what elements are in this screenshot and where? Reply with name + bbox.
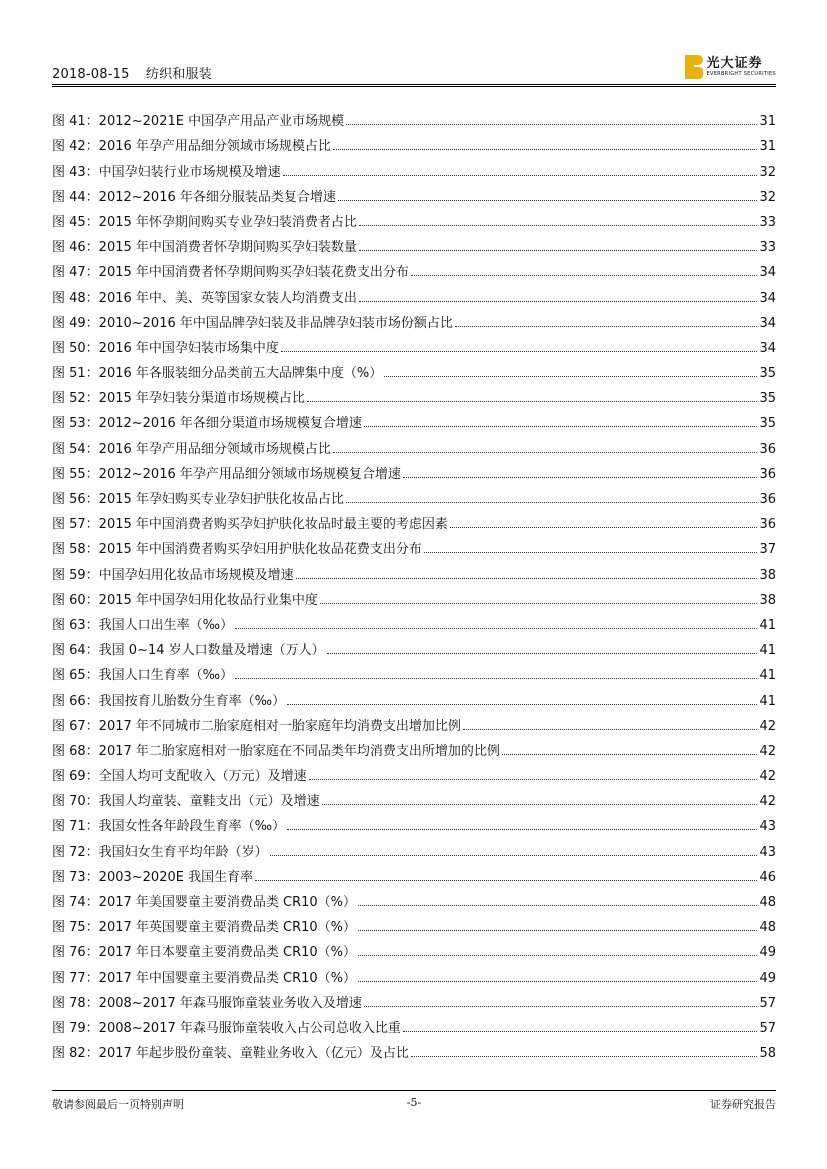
report-type: 证券研究报告	[710, 1098, 776, 1111]
toc-entry[interactable]	[52, 306, 776, 331]
toc-entry-title[interactable]: 图 60：2015 年中国孕妇用化妆品行业集中度	[52, 592, 318, 608]
toc-entry[interactable]	[52, 205, 776, 230]
toc-entry-page[interactable]: 42	[759, 794, 776, 810]
toc-entry-title[interactable]: 图 58：2015 年中国消费者购买孕妇用护肤化妆品花费支出分布	[52, 542, 422, 558]
toc-entry-title[interactable]: 图 71：我国女性各年龄段生育率（‰）	[52, 819, 286, 835]
toc-leader-dots	[320, 602, 758, 604]
toc-entry[interactable]	[52, 255, 776, 280]
toc-entry-title[interactable]: 图 74：2017 年美国婴童主要消费品类 CR10（%）	[52, 895, 357, 910]
toc-entry-title[interactable]: 图 66：我国按育儿胎数分生育率（‰）	[52, 693, 286, 709]
toc-entry[interactable]	[52, 1011, 776, 1036]
toc-entry-page[interactable]: 32	[759, 189, 776, 205]
toc-entry-title[interactable]: 图 57：2015 年中国消费者购买孕妇护肤化妆品时最主要的考虑因素	[52, 517, 448, 533]
toc-entry[interactable]	[52, 860, 776, 885]
toc-entry[interactable]	[52, 960, 776, 985]
header-divider	[52, 84, 776, 87]
toc-leader-dots	[281, 350, 758, 352]
toc-entry-title[interactable]: 图 82：2017 年起步股份童装、童鞋业务收入（亿元）及占比	[52, 1046, 409, 1062]
toc-leader-dots	[450, 526, 758, 528]
footer-divider	[52, 1090, 776, 1091]
report-date: 2018-08-15	[52, 67, 130, 82]
toc-entry-title[interactable]: 图 73：2003~2020E 我国生育率	[52, 869, 254, 885]
toc-entry-title[interactable]: 图 64：我国 0~14 岁人口数量及增速（万人）	[52, 643, 325, 659]
toc-entry[interactable]	[52, 910, 776, 935]
toc-entry-title[interactable]: 图 72：我国妇女生育平均年龄（岁）	[52, 844, 268, 860]
toc-entry-title[interactable]: 图 49：2010~2016 年中国品牌孕妇装及非品牌孕妇装市场份额占比	[52, 315, 453, 331]
logo-english-name: EVERBRIGHT SECURITIES	[706, 71, 776, 77]
toc-leader-dots	[358, 929, 757, 931]
toc-entry-title[interactable]: 图 54：2016 年孕产用品细分领域市场规模占比	[52, 441, 331, 457]
toc-entry[interactable]	[52, 356, 776, 381]
toc-leader-dots	[346, 123, 757, 125]
toc-entry[interactable]	[52, 381, 776, 406]
toc-leader-dots	[411, 274, 758, 276]
toc-leader-dots	[364, 425, 758, 427]
toc-entry-page[interactable]: 36	[759, 517, 776, 533]
everbright-logo-icon	[685, 55, 703, 79]
toc-entry-page[interactable]: 37	[759, 542, 776, 558]
toc-entry-page[interactable]: 33	[759, 240, 776, 256]
toc-entry-title[interactable]: 图 78：2008~2017 年森马服饰童装业务收入及增速	[52, 995, 362, 1011]
toc-entry[interactable]	[52, 507, 776, 532]
toc-leader-dots	[235, 677, 757, 679]
toc-entry[interactable]	[52, 331, 776, 356]
toc-entry-page[interactable]: 43	[759, 844, 776, 860]
toc-entry-title[interactable]: 图 70：我国人均童装、童鞋支出（元）及增速	[52, 794, 320, 810]
toc-entry[interactable]	[52, 834, 776, 859]
toc-entry-page[interactable]: 48	[759, 920, 776, 936]
toc-leader-dots	[338, 199, 758, 201]
toc-entry[interactable]	[52, 406, 776, 431]
toc-entry-page[interactable]: 31	[759, 139, 776, 155]
toc-entry[interactable]	[52, 709, 776, 734]
toc-entry-title[interactable]: 图 47：2015 年中国消费者怀孕期间购买孕妇装花费支出分布	[52, 265, 409, 281]
toc-entry[interactable]	[52, 180, 776, 205]
disclaimer-note: 敬请参阅最后一页特别声明	[52, 1098, 184, 1111]
toc-entry-page[interactable]: 57	[759, 995, 776, 1011]
toc-entry-title[interactable]: 图 65：我国人口生育率（‰）	[52, 668, 234, 684]
toc-entry-page[interactable]: 34	[759, 315, 776, 331]
toc-entry-page[interactable]: 31	[759, 114, 776, 130]
toc-entry-title[interactable]: 图 44：2012~2016 年各细分服装品类复合增速	[52, 189, 336, 205]
toc-leader-dots	[358, 904, 757, 906]
toc-entry-page[interactable]: 48	[759, 895, 776, 910]
toc-entry-page[interactable]: 58	[759, 1046, 776, 1062]
toc-entry-page[interactable]: 38	[759, 567, 776, 583]
toc-entry-page[interactable]: 43	[759, 819, 776, 835]
toc-entry-page[interactable]: 34	[759, 265, 776, 281]
toc-entry-page[interactable]: 57	[759, 1020, 776, 1036]
toc-entry[interactable]	[52, 104, 776, 129]
toc-entry-page[interactable]: 36	[759, 492, 776, 507]
toc-entry-page[interactable]: 41	[759, 617, 776, 633]
toc-entry-page[interactable]: 34	[759, 290, 776, 306]
toc-entry-title[interactable]: 图 45：2015 年怀孕期间购买专业孕妇装消费者占比	[52, 214, 357, 230]
toc-entry[interactable]	[52, 734, 776, 759]
toc-leader-dots	[358, 954, 757, 956]
toc-leader-dots	[255, 879, 757, 881]
company-logo	[685, 52, 776, 82]
toc-entry-title[interactable]: 图 53：2012~2016 年各细分渠道市场规模复合增速	[52, 416, 362, 432]
toc-entry-page[interactable]: 41	[759, 693, 776, 709]
toc-leader-dots	[307, 400, 758, 402]
toc-entry-page[interactable]: 34	[759, 340, 776, 356]
toc-leader-dots	[346, 501, 758, 503]
toc-entry[interactable]	[52, 1036, 776, 1061]
toc-leader-dots	[235, 627, 757, 629]
toc-entry-page[interactable]: 33	[759, 214, 776, 230]
toc-entry[interactable]	[52, 583, 776, 608]
header-info	[52, 63, 224, 82]
toc-entry-title[interactable]: 图 76：2017 年日本婴童主要消费品类 CR10（%）	[52, 945, 357, 961]
toc-entry-title[interactable]: 图 77：2017 年中国婴童主要消费品类 CR10（%）	[52, 970, 357, 986]
toc-entry[interactable]	[52, 280, 776, 305]
toc-entry-title[interactable]: 图 68：2017 年二胎家庭相对一胎家庭在不同品类年均消费支出所增加的比例	[52, 743, 500, 759]
toc-leader-dots	[411, 1055, 758, 1057]
toc-entry-title[interactable]: 图 63：我国人口出生率（‰）	[52, 617, 234, 633]
toc-leader-dots	[424, 551, 758, 553]
toc-entry-title[interactable]: 图 69：全国人均可支配收入（万元）及增速	[52, 769, 307, 785]
toc-entry[interactable]	[52, 759, 776, 784]
toc-entry-page[interactable]: 32	[759, 164, 776, 180]
toc-entry-title[interactable]: 图 43：中国孕妇装行业市场规模及增速	[52, 164, 281, 180]
toc-entry-title[interactable]: 图 52：2015 年孕妇装分渠道市场规模占比	[52, 391, 305, 407]
toc-entry-title[interactable]: 图 41：2012~2021E 中国孕产用品产业市场规模	[52, 114, 345, 130]
toc-leader-dots	[333, 148, 758, 150]
toc-entry[interactable]	[52, 658, 776, 683]
toc-leader-dots	[403, 476, 758, 478]
toc-leader-dots	[359, 249, 758, 251]
toc-entry-page[interactable]: 36	[759, 441, 776, 457]
toc-entry-title[interactable]: 图 42：2016 年孕产用品细分领域市场规模占比	[52, 139, 331, 155]
toc-entry[interactable]	[52, 129, 776, 154]
page-footer	[52, 1096, 776, 1112]
toc-entry-page[interactable]: 41	[759, 668, 776, 684]
toc-leader-dots	[327, 652, 758, 654]
toc-entry-title[interactable]: 图 75：2017 年英国婴童主要消费品类 CR10（%）	[52, 920, 357, 936]
toc-entry[interactable]	[52, 784, 776, 809]
toc-entry-page[interactable]: 35	[759, 391, 776, 407]
toc-leader-dots	[296, 577, 758, 579]
toc-leader-dots	[287, 703, 757, 705]
toc-entry-page[interactable]: 42	[759, 769, 776, 785]
toc-leader-dots	[384, 375, 757, 377]
page-header	[52, 52, 776, 82]
toc-leader-dots	[359, 224, 758, 226]
toc-entry-page[interactable]: 36	[759, 466, 776, 482]
toc-entry[interactable]	[52, 986, 776, 1011]
toc-leader-dots	[502, 753, 758, 755]
toc-entry-title[interactable]: 图 55：2012~2016 年孕产用品细分领域市场规模复合增速	[52, 466, 401, 482]
toc-leader-dots	[364, 1005, 758, 1007]
toc-entry-title[interactable]: 图 48：2016 年中、美、英等国家女装人均消费支出	[52, 290, 357, 306]
toc-entry-page[interactable]: 42	[759, 743, 776, 759]
toc-entry[interactable]	[52, 885, 776, 910]
toc-entry[interactable]	[52, 431, 776, 456]
toc-entry[interactable]	[52, 482, 776, 507]
toc-entry[interactable]	[52, 154, 776, 179]
toc-entry[interactable]	[52, 230, 776, 255]
toc-entry-page[interactable]: 38	[759, 592, 776, 608]
toc-leader-dots	[403, 1030, 758, 1032]
toc-entry-title[interactable]: 图 56：2015 年孕妇购买专业孕妇护肤化妆品占比	[52, 492, 344, 507]
page-number: -5-	[406, 1096, 422, 1109]
toc-entry[interactable]	[52, 683, 776, 708]
toc-entry-page[interactable]: 35	[759, 366, 776, 382]
figure-list	[52, 104, 776, 1061]
toc-leader-dots	[270, 854, 758, 856]
toc-entry-title[interactable]: 图 79：2008~2017 年森马服饰童装收入占公司总收入比重	[52, 1020, 401, 1036]
toc-leader-dots	[455, 325, 758, 327]
toc-leader-dots	[358, 980, 757, 982]
toc-leader-dots	[287, 828, 757, 830]
logo-chinese-name: 光大证券	[706, 56, 763, 71]
toc-entry-page[interactable]: 46	[759, 869, 776, 885]
toc-entry[interactable]	[52, 557, 776, 582]
toc-entry-page[interactable]: 41	[759, 643, 776, 659]
toc-entry-title[interactable]: 图 51：2016 年各服装细分品类前五大品牌集中度（%）	[52, 366, 383, 382]
toc-leader-dots	[463, 728, 758, 730]
toc-entry-page[interactable]: 49	[759, 945, 776, 961]
toc-entry-title[interactable]: 图 50：2016 年中国孕妇装市场集中度	[52, 340, 279, 356]
toc-leader-dots	[333, 451, 758, 453]
toc-entry[interactable]	[52, 633, 776, 658]
toc-entry[interactable]	[52, 457, 776, 482]
toc-entry-page[interactable]: 49	[759, 970, 776, 986]
toc-entry-title[interactable]: 图 59：中国孕妇用化妆品市场规模及增速	[52, 567, 294, 583]
toc-entry[interactable]	[52, 809, 776, 834]
toc-entry-title[interactable]: 图 46：2015 年中国消费者怀孕期间购买孕妇装数量	[52, 240, 357, 256]
toc-entry-page[interactable]: 35	[759, 416, 776, 432]
toc-leader-dots	[283, 174, 758, 176]
report-sector: 纺织和服装	[145, 67, 212, 82]
toc-leader-dots	[359, 300, 758, 302]
toc-leader-dots	[309, 778, 758, 780]
toc-entry[interactable]	[52, 935, 776, 960]
toc-entry[interactable]	[52, 532, 776, 557]
toc-leader-dots	[322, 803, 758, 805]
toc-entry[interactable]	[52, 608, 776, 633]
toc-entry-page[interactable]: 42	[759, 718, 776, 734]
toc-entry-title[interactable]: 图 67：2017 年不同城市二胎家庭相对一胎家庭年均消费支出增加比例	[52, 718, 461, 734]
